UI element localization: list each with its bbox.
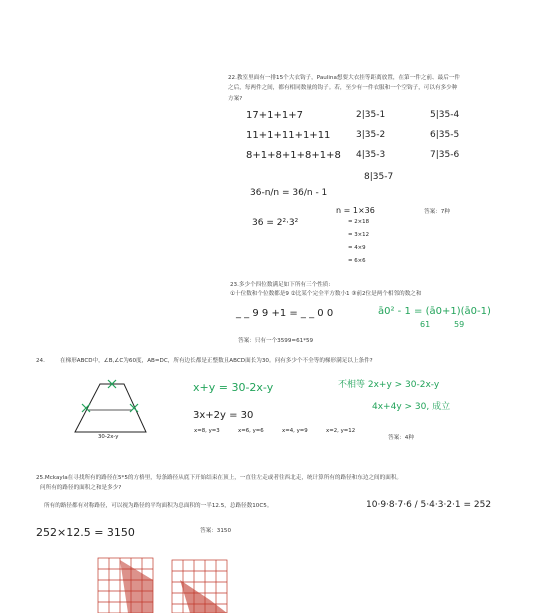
q22-sum-3: 8+1+8+1+8+1+8 (246, 150, 341, 161)
q24-sys-d: x=2, y=12 (326, 428, 356, 434)
q23-answer: 答案：只有一个3599=61*59 (238, 338, 314, 344)
q25-line-1: 25.Mckayla在寻找所有的路径在5*5的方格里，每条路径从底下开始结束在顶上，一直往左走或者往西北走，统计算所有的路径和东边之间的面积。 (36, 475, 403, 481)
q23-identity: ā0² - 1 = (ā0+1)(ā0-1) (378, 306, 491, 317)
q22-sum-1: 17+1+1+7 (246, 110, 303, 121)
q22-line-1: 22.教室里面有一排15个大衣钩子，Paulina想要大衣挂等距离放置，在第一件之前、最后一件 (228, 75, 460, 81)
q24-line-1: 在梯形ABCD中，∠B,∠C为60度，AB=DC，所有边长都是正整数且ABCD面长为30。问有多少个不全等的梯形满足以上条件? (60, 358, 373, 364)
q24-answer: 答案：4种 (388, 435, 414, 441)
q24-cond-2: 4x+4y > 30, 成立 (372, 402, 451, 412)
q24-sys-c: x=4, y=9 (282, 428, 308, 434)
q22-line-3: 方案? (228, 96, 243, 102)
q23-59: 59 (454, 320, 465, 329)
q23-blanks: _ _ 9 9 +1 = _ _ 0 0 (236, 308, 334, 319)
q25-line-3: 所有的路径都有对称路径，可以视为路径的平均面积为总面积的一半12.5，总路径数10C5。 (44, 503, 273, 509)
q25-calc-1: 252×12.5 = 3150 (36, 526, 135, 539)
q22-div-3: 4|35-3 (356, 150, 386, 160)
q22-line-2: 之后，每两件之间，都有相同数量的钩子。若，至少有一件衣服和一个空钩子，可以有多少种 (228, 85, 458, 91)
q24-sys-a: x=8, y=3 (194, 428, 220, 434)
q22-factor-5: = 6×6 (348, 258, 366, 264)
q22-div-1: 2|35-1 (356, 110, 386, 120)
q22-div-2: 3|35-2 (356, 130, 386, 140)
q22-n-eq: n = 1×36 (336, 206, 375, 215)
q22-div-7: 7|35-6 (430, 150, 460, 160)
q24-number: 24. (36, 358, 45, 364)
q22-factor-4: = 4×9 (348, 245, 366, 251)
q24-base-label: 30-2x-y (98, 434, 119, 440)
q24-cond-1: 不相等 2x+y > 30-2x-y (338, 380, 440, 390)
q24-sys-b: x=6, y=6 (238, 428, 264, 434)
q22-fraction: 36-n/n = 36/n - 1 (250, 188, 328, 198)
q22-div-4: 8|35-7 (364, 172, 394, 182)
q22-factor-2: = 2×18 (348, 219, 370, 225)
q22-div-5: 5|35-4 (430, 110, 460, 120)
q22-div-6: 6|35-5 (430, 130, 460, 140)
q24-eq-1: x+y = 30-2x-y (193, 381, 274, 394)
q23-61: 61 (420, 320, 431, 329)
q23-line-2: ①十位数和个位数都是9 ②比某个完全平方数小1 ③前2位是两个相邻的数之和 (230, 291, 422, 297)
q22-sum-2: 11+1+11+1+11 (246, 130, 331, 141)
q25-calc-2: 10·9·8·7·6 / 5·4·3·2·1 = 252 (366, 500, 492, 510)
q25-line-2: 问所有的路径的面积之和是多少? (40, 485, 122, 491)
q22-answer: 答案：7种 (424, 209, 450, 215)
q24-eq-2: 3x+2y = 30 (193, 410, 254, 421)
q23-line-1: 23.多少个四位数满足如下所有三个性质: (230, 282, 331, 288)
q22-factor-3: = 3×12 (348, 232, 370, 238)
q22-factorization: 36 = 2²·3² (252, 218, 299, 228)
q25-answer: 答案：3150 (200, 528, 232, 534)
